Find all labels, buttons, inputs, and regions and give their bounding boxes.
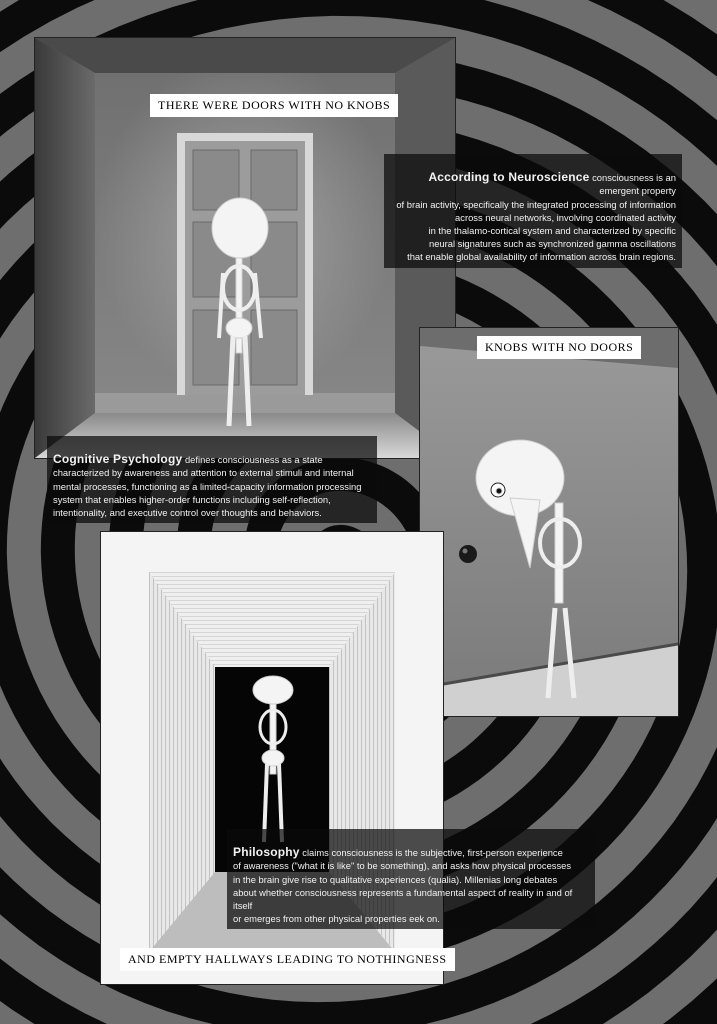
cognitive-psychology-title: Cognitive Psychology: [53, 452, 183, 467]
neuroscience-title: According to Neuroscience: [428, 170, 590, 185]
doorknob-icon: [459, 545, 477, 563]
knobs-panel: [420, 328, 678, 716]
doors-caption: THERE WERE DOORS WITH NO KNOBS: [150, 94, 398, 117]
cognitive-psychology-body: defines consciousness as a state characterized by awareness and attention to external stimuli and internal mental processes, functioning as a limited-capacity information processing system that enables higher-order functions including self-reflection, intentionality, and executive control over thoughts and behaviors.: [53, 454, 362, 519]
neuroscience-body: consciousness is an emergent property of brain activity, specifically the integrated processing of information across neural networks, involving coordinated activity in the thalamo-cortical system and characterized by specific neural signatures such as synchronized gamma oscillations that enable global availability of information across brain regions.: [396, 172, 676, 263]
neuroscience-text: [384, 154, 682, 268]
philosophy-body: claims consciousness is the subjective, first-person experience of awareness ("what it is like" to be something), and asks how physical processes in the brain give rise to qualitative experiences (qualia). Millenias long debates about whether consciousness represents a fundamental aspect of reality in and of itself or emerges from other physical properties eek on.: [233, 847, 573, 925]
knob-wall-illustration: [420, 328, 678, 716]
philosophy-text: [227, 829, 595, 929]
knobs-caption: KNOBS WITH NO DOORS: [477, 336, 641, 359]
hallway-caption: AND EMPTY HALLWAYS LEADING TO NOTHINGNESS: [120, 948, 455, 971]
cognitive-psychology-text: [47, 436, 377, 523]
philosophy-title: Philosophy: [233, 845, 300, 860]
